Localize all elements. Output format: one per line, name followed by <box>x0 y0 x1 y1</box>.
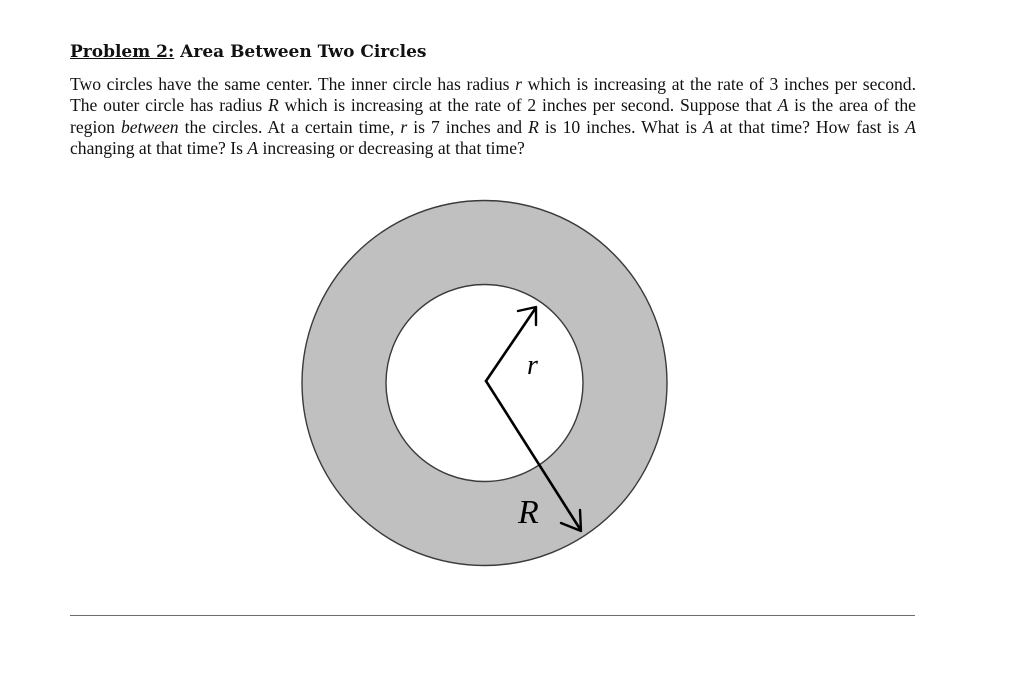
problem-title: Area Between Two Circles <box>180 42 427 62</box>
variable-A: A <box>905 116 916 137</box>
text-segment: at that time? How fast is <box>713 116 906 137</box>
text-segment: Two circles have the same center. The inner circle has radius <box>70 74 516 94</box>
problem-heading <box>70 42 426 62</box>
variable-r: r <box>515 74 523 94</box>
variable-A: A <box>777 95 789 116</box>
variable-r: r <box>400 116 408 137</box>
emphasis-between: between <box>120 116 179 137</box>
problem-number: Problem 2: <box>70 42 175 62</box>
text-segment: which is increasing at the rate of 3 inches per second. The outer circle has radius <box>70 74 916 116</box>
text-segment: which is increasing at the rate of 2 inches per second. Suppose that <box>278 95 778 116</box>
horizontal-divider <box>70 615 915 616</box>
text-segment: is 7 inches and <box>407 116 529 137</box>
text-segment: is 10 inches. What is <box>538 116 704 137</box>
text-segment: increasing or decreasing at that time? <box>258 138 525 159</box>
variable-A: A <box>247 138 259 159</box>
concentric-circles-figure <box>300 198 670 570</box>
outer-radius-label: R <box>518 494 539 531</box>
figure-svg <box>300 198 670 570</box>
inner-radius-label: r <box>527 350 538 381</box>
variable-R: R <box>528 116 539 137</box>
variable-A: A <box>703 116 714 137</box>
text-segment: the circles. At a certain time, <box>178 116 401 137</box>
variable-R: R <box>268 95 279 116</box>
text-segment: changing at that time? Is <box>70 138 248 159</box>
text-segment: is the area of the region <box>70 95 916 137</box>
problem-statement <box>70 74 916 160</box>
inner-circle <box>386 285 583 482</box>
